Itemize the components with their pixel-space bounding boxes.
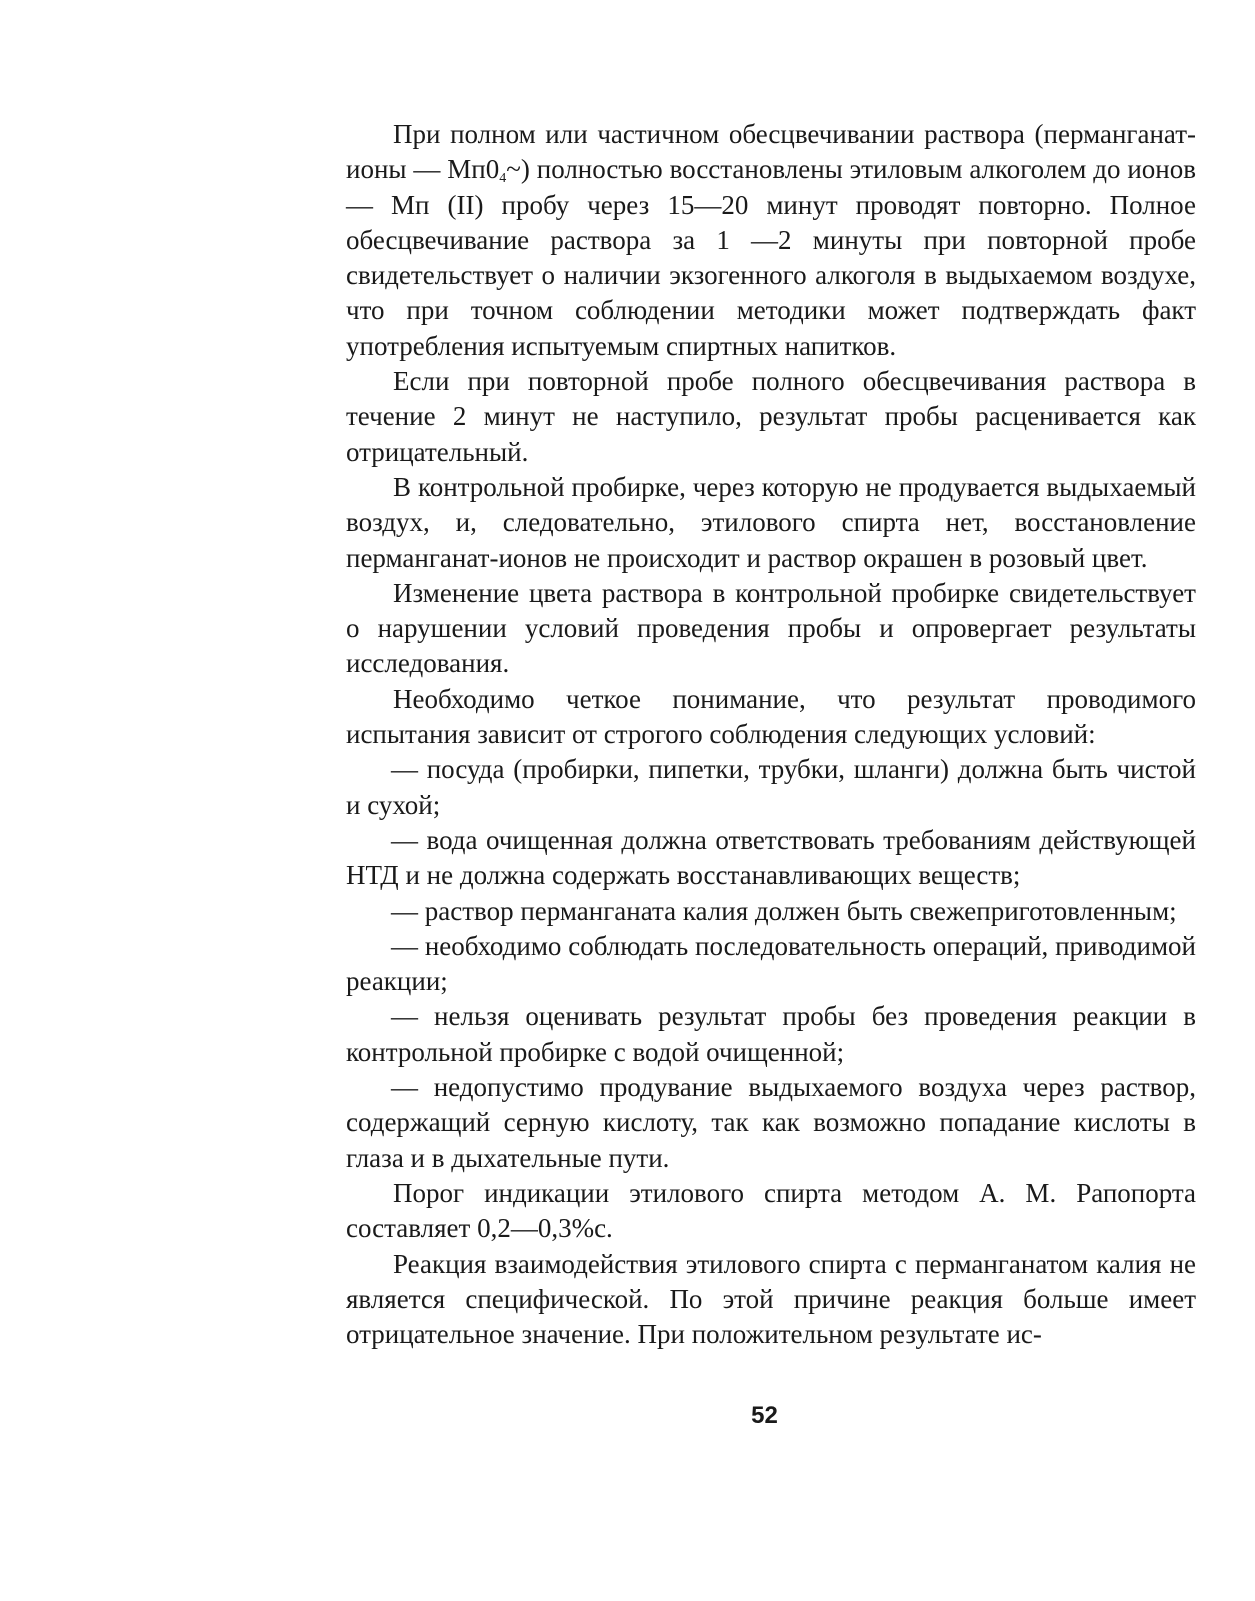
list-item-5: — нельзя оценивать результат пробы без проведения реакции в контрольной пробирке с водой очищенной; xyxy=(346,1001,1196,1067)
list-item-6: — недопустимо продувание выдыхаемого воздуха через раствор, содержащий серную кислоту, так как возможно попадание кислоты в глаза и в дыхательные пути. xyxy=(346,1072,1196,1173)
subscript-4: 4 xyxy=(499,171,507,187)
paragraph-4: Изменение цвета раствора в контрольной пробирке свидетельствует о нарушении условий проведения пробы и опровергает результаты исследования. xyxy=(346,577,1196,679)
page-text xyxy=(346,117,1196,1352)
list-item-3: — раствор перманганата калия должен быть свежеприготовленным; xyxy=(391,895,1177,926)
paragraph-7: Реакция взаимодействия этилового спирта с перманганатом калия не является специфической. По этой причине реакция больше имеет отрицательное значение. При положительном результате ис- xyxy=(346,1248,1196,1350)
paragraph-6: Порог индикации этилового спирта методом А. М. Рапопорта составляет 0,2—0,3%с. xyxy=(346,1177,1196,1244)
page-number: 52 xyxy=(751,1402,778,1429)
paragraph-3: В контрольной пробирке, через которую не продувается выдыхаемый воздух, и, следовательно, этилового спирта нет, восстановление перманганат-ионов не происходит и раствор окрашен в розовый цвет. xyxy=(346,471,1196,573)
paragraph-1-after: ~) полностью восстановлены этиловым алкоголем до ионов — Мп (II) пробу через 15—20 минут проводят повторно. Полное обесцвечивание раствора за 1 —2 минуты при повторной пробе свидетельствует о наличии экзогенного алкоголя в выдыхаемом воздухе, что при точном соблюдении методики может подтверждать факт употребления испытуемым спиртных напитков. xyxy=(346,154,1197,361)
list-item-4: — необходимо соблюдать последовательность операций, приводимой реакции; xyxy=(346,930,1196,997)
paragraph-1 xyxy=(346,117,1196,364)
list-item-2: — вода очищенная должна ответствовать требованиям действующей НТД и не должна содержать восстанавливающих веществ; xyxy=(346,824,1196,891)
paragraph-5: Необходимо четкое понимание, что результат проводимого испытания зависит от строгого соблюдения следующих условий: xyxy=(346,683,1196,750)
list-item-1: — посуда (пробирки, пипетки, трубки, шланги) должна быть чистой и сухой; xyxy=(346,754,1196,820)
paragraph-1-before: При полном или частичном обесцвечивании раствора (перманганат-ионы — Мп0 xyxy=(346,119,1196,185)
paragraph-2: Если при повторной пробе полного обесцвечивания раствора в течение 2 минут не наступило, результат пробы расценивается как отрицательный. xyxy=(346,366,1196,467)
